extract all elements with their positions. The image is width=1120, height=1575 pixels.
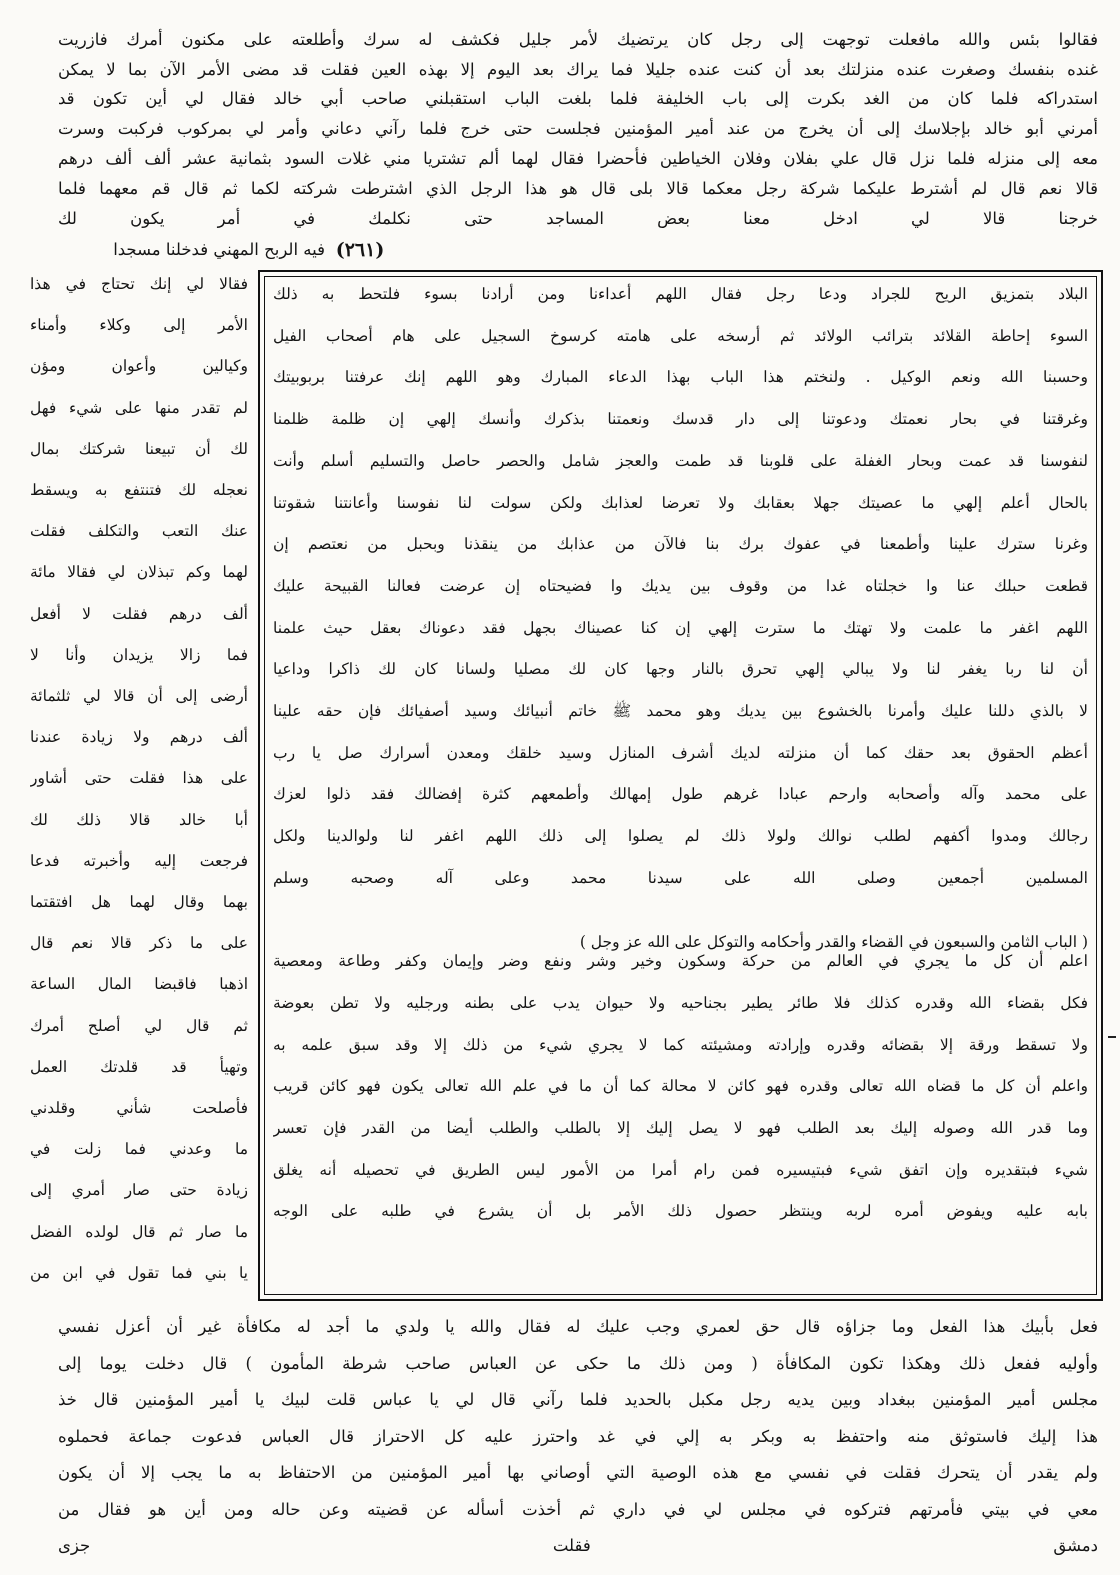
text-line: فما زالا يزيدان وأنا لا [30,645,248,664]
text-line: أن لنا ربا يغفر لنا ولا يبالي إلهي تحرق بالنار وجها كان لك مصليا ولسانا كان لك ذاكرا وداعيا [273,660,1088,679]
chapter-title: ( الباب الثامن والسبعون في القضاء والقدر وأحكامه والتوكل على الله عز وجل ) [579,933,1088,951]
text-line: وحسبنا الله ونعم الوكيل . ولنختم هذا الباب بهذا الدعاء المبارك وهو اللهم إنك عرفتنا بربوبيتك [273,368,1088,387]
text-line: وأوليه ففعل ذلك وهكذا تكون المكافأة ( ومن ذلك ما حكى عن العباس صاحب شرطة المأمون ) قال دخلت يوما إلى [58,1353,1098,1373]
text-line: مجلس أمير المؤمنين ببغداد وبين يديه رجل مكبل بالحديد فلما رآني قال لي يا عباس قلت لبيك يا أمير المؤمنين قال خذ [58,1390,1098,1409]
text-line: فقالا لي إنك تحتاج في هذا [30,275,248,293]
text-line: الأمر إلى وكلاء وأمناء [30,316,248,335]
text-line: ألف درهم ولا زيادة عندنا [30,728,248,747]
text-line: البلاد بتمزيق الريح للجراد ودعا رجل فقال اللهم أعداءنا ومن أرادنا بسوء فلتحط به ذلك [273,285,1088,303]
text-line: معه إلى منزله فلما نزل قال علي بفلان وفلان الخياطين فأحضرا فقال لهما ألم تشتريا مني غلات السود بثمانية عشر ألف ألف درهم [58,149,1098,168]
text-line: هذا إليك فاستوثق منه واحتفظ به وبكر به إلي في غد واحترز عليه كل الاحتراز قال العباس فدعوت جماعة فحملوه [58,1426,1098,1446]
text-line: قالا نعم قال لم أشترط عليكما شركة رجل معكما قالا بلى قال هو هذا الرجل الذي اشترطت شركته لكما ثم قال قم معهما فلما [58,179,1098,198]
text-line: رجالك ومدوا أكفهم لطلب نوالك ولولا ذلك لم يصلوا إلى ذلك اللهم اغفر لنا ولوالدينا ولكل [273,827,1088,846]
text-line: معي في بيتي فأمرتهم فتركوه في مجلس لي في داري ثم أخذت أسأله عن قضيته وعن حاله ومن أين هو فقال من [58,1499,1098,1519]
text-line: يا بني فما تقول في ابن من [30,1263,248,1282]
text-line: وتهيأ قد قلدتك العمل [30,1057,248,1076]
text-line: فقالوا بئس والله مافعلت توجهت إلى رجل كان يرتضيك لأمر جليل فكشف له سرك وأطلعته على مكنون أمرك فازريت [58,30,1098,49]
text-line: ثم قال لي أصلح أمرك [30,1016,248,1035]
text-line: اعلم أن كل ما يجري في العالم من حركة وسكون وخير وشر ونفع وضر وإيمان وكفر وطاعة ومعصية [273,952,1088,971]
page-number: (٢٦١) [335,239,385,261]
text-line: غنده بنفسك وصغرت عنده منزلتك بعد أن كنت عنده جليلا فما يراك بعد اليوم إلا بهذه العين فقلت قد مضى الأمر الآن بما لا يمكن [58,60,1098,79]
text-line: أمرني أبو خالد بإجلاسك إلى أن يخرج من عند أمير المؤمنين فجلست حتى خرج فلما رآني دعاني وأمر لي بمركوب فركبت وسرت [58,119,1098,138]
text-line: شيء فبتقديره وإن اتفق شيء فبتيسيره فمن رام أمرا من الأمور ليس الطريق في تحصيله أنه يغلق [273,1160,1088,1179]
text-line: فيه الربح المهني فدخلنا مسجدا [113,240,325,259]
text-line: فرجعت إليه وأخبرته فدعا [30,851,248,870]
text-line: ألف درهم فقلت لا أفعل [30,604,248,623]
text-line: زيادة حتى صار أمري إلى [30,1181,248,1200]
text-line: على هذا فقلت حتى أشاور [30,769,248,788]
text-line: فعل بأبيك هذا الفعل وما جزاؤه قال حق لعمري وجب عليك له فقال والله يا ولدي ما أجد له مكافأة غير أن أعزل نفسي [58,1317,1098,1336]
text-line: وغرقتنا في بحار نعمتك ودعوتنا إلى دار قدسك ونعمتنا بذكرك وأنسك إلهي إن ظلمة ظلمنا [273,410,1088,429]
text-line: السوء إحاطة القلائد بترائب الولائد ثم أرسخه على هامته كرسوخ السجيل على هام أصحاب الفيل [273,326,1088,345]
margin-mark [1108,1036,1116,1038]
text-line: وكيالين وأعوان ومؤن [30,357,248,376]
text-line: لنفوسنا قد عمت وبحار الغفلة على قلوبنا قد طمت والعجز شامل والحصر حاصل والتسليم أسلم وأنت [273,451,1088,470]
text-line: ما صار ثم قال لولده الفضل [30,1222,248,1241]
text-line: واعلم أن كل ما قضاه الله تعالى وقدره فهو كائن لا محالة كما أن ما في علم الله تعالى يكون فهو كائن قريب [273,1077,1088,1096]
text-line: لك أن تبيعنا شركتك بمال [30,439,248,458]
text-line: المسلمين أجمعين وصلى الله على سيدنا محمد وعلى آله وصحبه وسلم [273,868,1088,887]
text-line: على ما ذكر قالا نعم قال [30,934,248,953]
text-line: ولم يقدر أن يتحرك فقلت في نفسي مع هذه الوصية التي أوصاني بها أمير المؤمنين من الاحتفاظ به ما يجب إلا أن يكون [58,1463,1098,1482]
text-line: عنك التعب والتكلف فقلت [30,522,248,541]
text-line: لا بالذي دللنا عليك وأمرنا بالخشوع بين يديك وهو محمد ﷺ خاتم أنبيائك وسيد أصفيائك فإن حقه علينا [273,702,1088,720]
text-line: أعظم الحقوق بعد حقك كما أن منزلته لديك أشرف المنازل وسيد خلقك ومعدن أسرارك صل يا رب [273,743,1088,762]
text-line: على محمد وآله وأصحابه وارحم عبادا غرهم طول إمهالك وأطمعهم كثرة إفضالك فقد ذلوا لعزك [273,785,1088,804]
text-line: لم تقدر منها على شيء فهل [30,398,248,417]
text-line: اذهبا فاقبضا المال الساعة [30,975,248,994]
text-line: بهما وقال لهما هل افتقتما [30,893,248,911]
text-line: ما وعدني فما زلت في [30,1140,248,1159]
text-line: فكل بقضاء الله وقدره كذلك فلا طائر يطير بجناحيه ولا حيوان يدب على بطنه ورجليه ولا تطن بعوضة [273,993,1088,1012]
text-line: وغرنا سترك علينا وأطمعنا في عفوك برك بنا فالآن من عذابك من ينقذنا وبحبل من نعتصم إن [273,535,1088,554]
text-line: نعجله لك فتنتفع به ويسقط [30,481,248,499]
text-line: قطعت حبلك عنا وا خجلتاه غدا من وقوف بين يديك وا فضيحتاه إن عرضت فعالنا القبيحة عليك [273,576,1088,595]
text-line: اللهم اغفر ما علمت ولا تهتك ما سترت إلهي إن كنا عصيناك بجهل فقد دعوناك بعقل حيث علمنا [273,618,1088,637]
text-line: استدراكه فلما كان من الغد بكرت إلى باب الخليفة فلما بلغت الباب استقبلني صاحب أبي خالد فقال لي أين تكون قد [58,89,1098,108]
text-line: أرضى إلى أن قالا لي ثلثمائة [30,687,248,705]
text-line: دمشق فقلت جزى [58,1536,1098,1555]
text-line: فأصلحت شأني وقلدني [30,1099,248,1117]
text-line: بابه عليه ويفوض أمره لربه وينتظر حصول ذلك الأمر بل أن يشرع في طلبه على الوجه [273,1202,1088,1221]
text-line: أبا خالد قالا ذلك لك [30,810,248,829]
text-line: لهما وكم تبذلان لي فقالا مائة [30,563,248,582]
text-line: بالحال أعلم إلهي ما عصيتك جهلا بعقابك ولا تعرضا لعذابك ولكن سولت لنا نفوسنا وأعانتنا شقوتنا [273,493,1088,512]
text-line: ولا تسقط ورقة إلا بقضائه وقدره وإرادته ومشيئته كما لا يجري شيء من ذلك إلا وقد سبق علمه به [273,1035,1088,1054]
text-line: خرجنا قالا لي ادخل معنا بعض المساجد حتى نكلمك في أمر يكون لك [58,209,1098,228]
text-line: وما قدر الله وصوله إليك بعد الطلب فهو لا يصل إليك إلا بالطلب والطلب أيضا من القدر فإن تعسر [273,1119,1088,1137]
